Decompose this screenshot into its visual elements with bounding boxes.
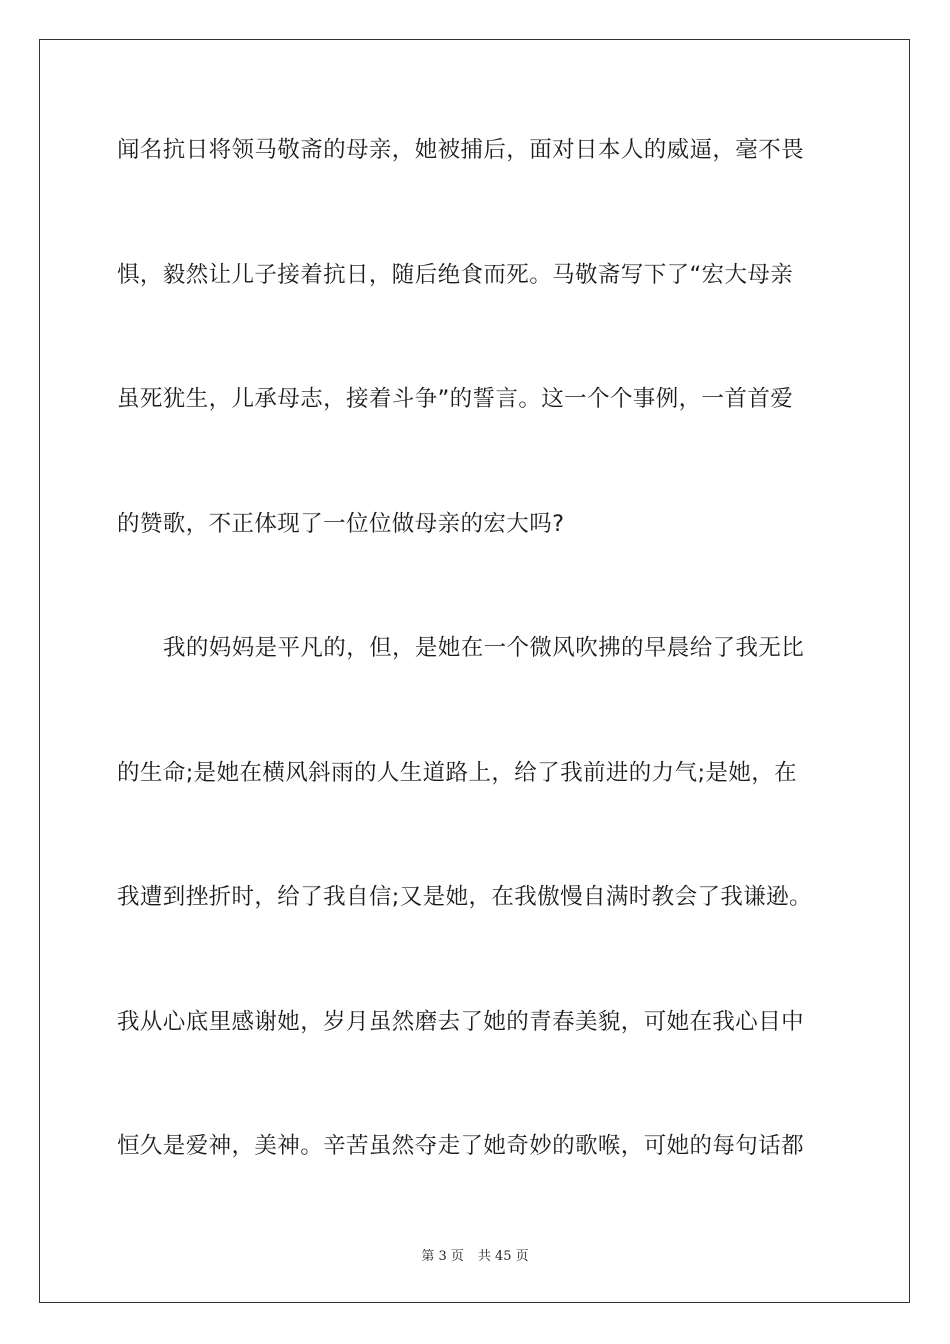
text-line: 惧，毅然让儿子接着抗日，随后绝食而死。马敬斋写下了“宏大母亲 — [117, 262, 794, 288]
text-line: 我遭到挫折时，给了我自信;又是她，在我傲慢自满时教会了我谦逊。 — [117, 884, 812, 910]
text-line: 闻名抗日将领马敬斋的母亲，她被捕后，面对日本人的威逼，毫不畏 — [117, 137, 805, 163]
text-line: 的生命;是她在横风斜雨的人生道路上，给了我前进的力气;是她，在 — [117, 760, 798, 786]
page-total: 共 45 页 — [477, 1249, 529, 1264]
paragraph-first-line: 我的妈妈是平凡的，但，是她在一个微风吹拂的早晨给了我无比 — [163, 635, 805, 661]
text-line: 的赞歌，不正体现了一位位做母亲的宏大吗? — [117, 511, 565, 537]
text-line: 虽死犹生，儿承母志，接着斗争”的誓言。这一个个事例，一首首爱 — [117, 386, 794, 412]
page-border — [39, 39, 910, 1303]
page-number: 第 3 页 — [421, 1249, 464, 1264]
page-footer — [0, 1248, 950, 1266]
text-line: 恒久是爱神，美神。辛苦虽然夺走了她奇妙的歌喉，可她的每句话都 — [117, 1133, 805, 1159]
text-line: 我从心底里感谢她，岁月虽然磨去了她的青春美貌，可她在我心目中 — [117, 1009, 805, 1035]
